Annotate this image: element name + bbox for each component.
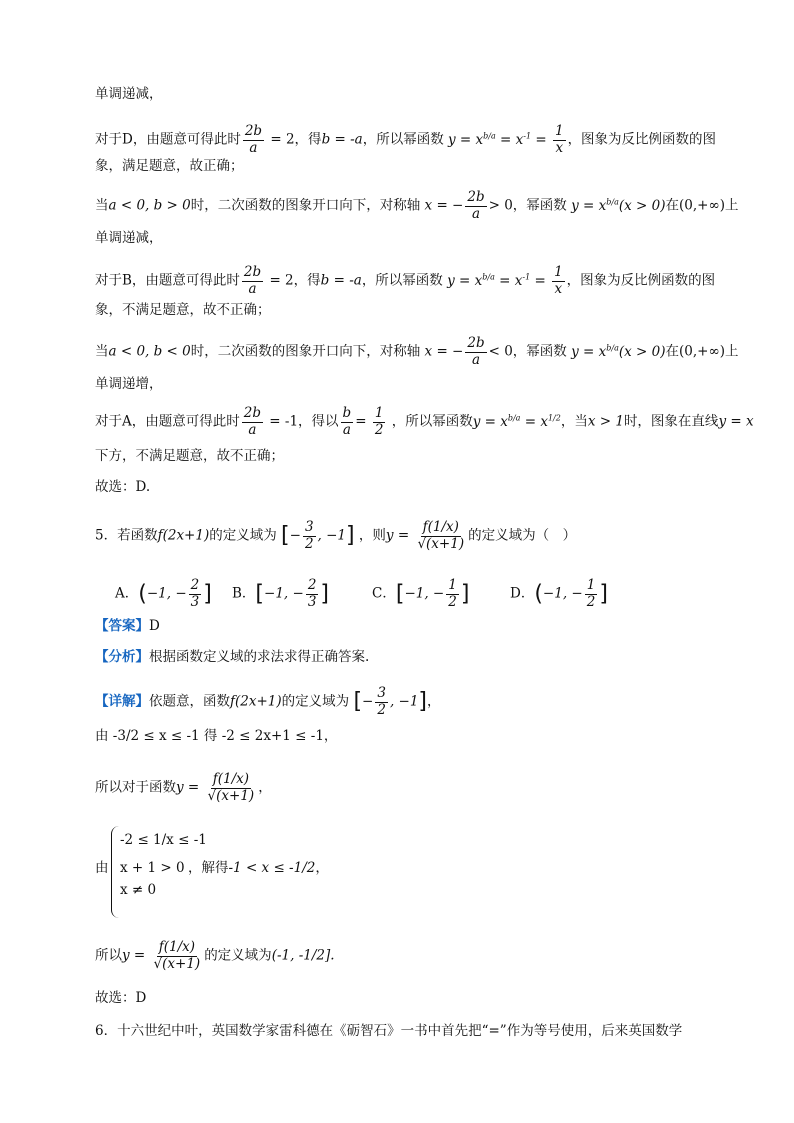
choose-line: 故选：D	[95, 990, 147, 1006]
option-b: B．[−1, − $\frac{2}{3}$ ]	[232, 577, 329, 610]
text-line: 单调递减，	[95, 230, 163, 246]
detail-line: 所以y = $\frac{f(1/x)}{√(x+1)}$ 的定义域为(-1, -1/2].	[95, 939, 335, 972]
detail-line: 由 -3/2 ≤ x ≤ -1 得 -2 ≤ 2x+1 ≤ -1，	[95, 728, 338, 744]
detail-line: 所以对于函数y = $\frac{f(1/x)}{√(x+1)}$ ，	[95, 771, 272, 804]
fraction: $\frac{2b}{a}$	[244, 123, 263, 156]
text-line: 单调递增，	[95, 376, 163, 392]
text-line: 象，满足题意，故正确；	[95, 158, 244, 174]
system-result: ，解得-1 < x ≤ -1/2，	[188, 860, 329, 876]
option-c: C．[−1, − $\frac{1}{2}$ ]	[372, 577, 470, 610]
system-eq: x + 1 > 0	[120, 860, 185, 876]
text-line: 对于A，由题意可得此时 $\frac{2b}{a}$ = -1，得以 $\frac{b}{a}$ = $\frac{1}{2}$ ，所以幂函数$y = x^{b/a} = x^{1/2}$，当x > 1时，图象在直线y = x	[95, 405, 754, 438]
system-prefix: 由	[95, 860, 109, 876]
text-line: 当a < 0, b < 0时，二次函数的图象开口向下，对称轴 x = − $\frac{2b}{a}$ < 0，幂函数 $y = x^{b/a}(x > 0)$在(0,+∞)上	[95, 335, 739, 368]
system-eq: x ≠ 0	[120, 882, 157, 898]
analysis-line: 【分析】根据函数定义域的求法求得正确答案.	[95, 649, 370, 665]
option-a: A．(−1, − $\frac{2}{3}$ ]	[115, 577, 212, 610]
text-line: 下方，不满足题意，故不正确；	[95, 448, 284, 464]
system-eq: -2 ≤ 1/x ≤ -1	[120, 832, 207, 848]
detail-line: 【详解】依题意，函数f(2x+1)的定义域为 [− $\frac{3}{2}$ , −1]，	[95, 685, 441, 718]
option-d: D．(−1, − $\frac{1}{2}$ ]	[510, 577, 608, 610]
text-line: 单调递减，	[95, 86, 163, 102]
text-line: 对于B，由题意可得此时 $\frac{2b}{a}$ = 2，得b = -a，所以幂函数 $y = x^{b/a} = x^{-1}$ = $\frac{1}{x}$ ，图象为反比例函数的图	[95, 264, 716, 297]
answer-line: 【答案】D	[95, 618, 160, 634]
text-line: 对于D，由题意可得此时 $\frac{2b}{a}$ = 2，得b = -a，所以幂函数 $y = x^{b/a} = x^{-1}$ = $\frac{1}{x}$ ，图象为反比例函数的图	[95, 123, 717, 156]
question-5-stem: 5．若函数f(2x+1)的定义域为 [− $\frac{3}{2}$ , −1] ，则y = $\frac{f(1/x)}{√(x+1)}$ 的定义域为（ ）	[95, 519, 577, 552]
text-line: 象，不满足题意，故不正确；	[95, 302, 271, 318]
question-6-stem: 6．十六世纪中叶，英国数学家雷科德在《砺智石》一书中首先把“=”作为等号使用，后来英国数学	[95, 1023, 683, 1039]
text-line: 当a < 0, b > 0时，二次函数的图象开口向下，对称轴 x = − $\frac{2b}{a}$ > 0，幂函数 $y = x^{b/a}(x > 0)$在(0,+∞)上	[95, 189, 739, 222]
text-line: 故选：D.	[95, 479, 151, 495]
brace-icon	[111, 826, 120, 918]
